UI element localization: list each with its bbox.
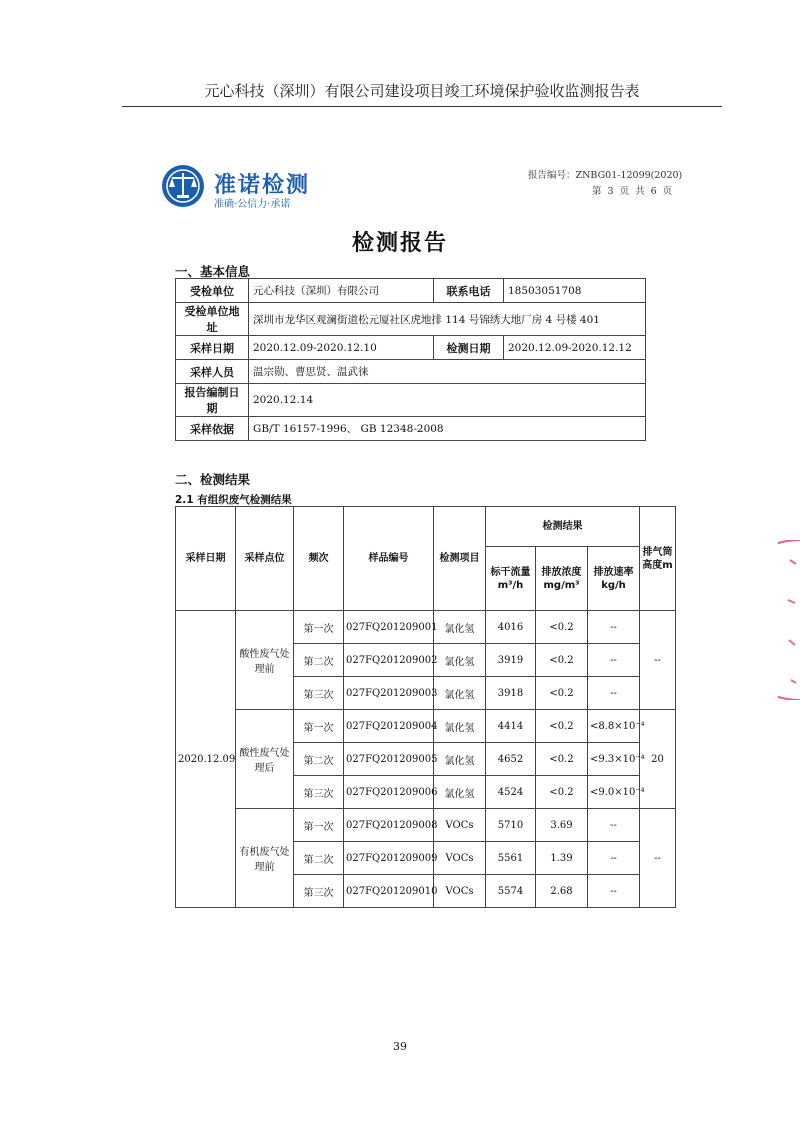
cell-freq: 第二次 bbox=[294, 743, 344, 776]
cell-freq: 第一次 bbox=[294, 611, 344, 644]
cell-sample: 027FQ201209002 bbox=[344, 644, 434, 677]
header-sampling-date: 采样日期 bbox=[176, 507, 236, 611]
section-results-title: 二、检测结果 bbox=[175, 472, 251, 487]
label-address: 受检单位地址 bbox=[176, 303, 249, 336]
red-seal-partial-icon bbox=[778, 540, 800, 700]
cell-item: 氯化氢 bbox=[434, 776, 486, 809]
header-flow: 标干流量m³/h bbox=[486, 547, 536, 611]
cell-sample: 027FQ201209004 bbox=[344, 710, 434, 743]
cell-item: 氯化氢 bbox=[434, 644, 486, 677]
cell-sampling-date: 2020.12.09 bbox=[176, 611, 236, 908]
company-logo-name: 准诺检测 bbox=[214, 173, 311, 198]
cell-flow: 5710 bbox=[486, 809, 536, 842]
cell-point-acid-after: 酸性废气处理后 bbox=[236, 710, 294, 809]
waste-gas-results-table bbox=[175, 506, 676, 908]
header-test-item: 检测项目 bbox=[434, 507, 486, 611]
value-address: 深圳市龙华区观澜街道松元厦社区虎地排 114 号锦绣大地厂房 4 号楼 401 bbox=[249, 303, 646, 336]
label-samplers: 采样人员 bbox=[176, 360, 249, 384]
cell-sample: 027FQ201209006 bbox=[344, 776, 434, 809]
cell-flow: 5561 bbox=[486, 842, 536, 875]
cell-item: VOCs bbox=[434, 809, 486, 842]
cell-rate: -- bbox=[588, 809, 640, 842]
cell-item: 氯化氢 bbox=[434, 677, 486, 710]
cell-freq: 第一次 bbox=[294, 710, 344, 743]
cell-conc: <0.2 bbox=[536, 776, 588, 809]
cell-sample: 027FQ201209010 bbox=[344, 875, 434, 908]
cell-rate: <8.8×10⁻⁴ bbox=[588, 710, 640, 743]
header-concentration: 排放浓度mg/m³ bbox=[536, 547, 588, 611]
cell-height-acid-after: 20 bbox=[640, 710, 676, 809]
cell-freq: 第三次 bbox=[294, 875, 344, 908]
header-test-results: 检测结果 bbox=[486, 507, 640, 547]
cell-conc: 3.69 bbox=[536, 809, 588, 842]
cell-sample: 027FQ201209008 bbox=[344, 809, 434, 842]
cell-conc: <0.2 bbox=[536, 710, 588, 743]
cell-sample: 027FQ201209005 bbox=[344, 743, 434, 776]
page-number: 39 bbox=[393, 1040, 407, 1053]
value-basis: GB/T 16157-1996、 GB 12348-2008 bbox=[249, 417, 646, 441]
value-inspected-unit: 元心科技（深圳）有限公司 bbox=[249, 279, 434, 303]
cell-item: 氯化氢 bbox=[434, 611, 486, 644]
cell-point-acid-before: 酸性废气处理前 bbox=[236, 611, 294, 710]
header-frequency: 频次 bbox=[294, 507, 344, 611]
cell-flow: 4016 bbox=[486, 611, 536, 644]
value-samplers: 温宗勋、曹思贤、温武徕 bbox=[249, 360, 646, 384]
cell-flow: 4652 bbox=[486, 743, 536, 776]
value-test-date: 2020.12.09-2020.12.12 bbox=[504, 336, 646, 360]
label-sampling-date: 采样日期 bbox=[176, 336, 249, 360]
cell-freq: 第一次 bbox=[294, 809, 344, 842]
basic-info-table bbox=[175, 278, 646, 441]
cell-freq: 第三次 bbox=[294, 677, 344, 710]
header-stack-height: 排气筒高度m bbox=[640, 507, 676, 611]
section-basic-info-title: 一、基本信息 bbox=[175, 264, 251, 279]
label-report-date: 报告编制日期 bbox=[176, 384, 249, 417]
cell-rate: <9.0×10⁻⁴ bbox=[588, 776, 640, 809]
header-sample-no: 样品编号 bbox=[344, 507, 434, 611]
results-subtitle: 2.1 有组织废气检测结果 bbox=[175, 494, 292, 506]
header-sampling-point: 采样点位 bbox=[236, 507, 294, 611]
header-rate: 排放速率kg/h bbox=[588, 547, 640, 611]
company-slogan: 准确·公信力·承诺 bbox=[214, 199, 291, 210]
cell-point-organic-before: 有机废气处理前 bbox=[236, 809, 294, 908]
cell-flow: 4414 bbox=[486, 710, 536, 743]
cell-item: 氯化氢 bbox=[434, 710, 486, 743]
cell-conc: 2.68 bbox=[536, 875, 588, 908]
cell-conc: <0.2 bbox=[536, 743, 588, 776]
cell-rate: -- bbox=[588, 842, 640, 875]
cell-conc: <0.2 bbox=[536, 611, 588, 644]
cell-item: VOCs bbox=[434, 875, 486, 908]
cell-freq: 第二次 bbox=[294, 644, 344, 677]
cell-rate: <9.3×10⁻⁴ bbox=[588, 743, 640, 776]
page-header-title: 元心科技（深圳）有限公司建设项目竣工环境保护验收监测报告表 bbox=[204, 82, 640, 100]
cell-flow: 3919 bbox=[486, 644, 536, 677]
label-test-date: 检测日期 bbox=[434, 336, 504, 360]
scale-logo-icon bbox=[160, 163, 206, 209]
page-indicator: 第 3 页 共 6 页 bbox=[592, 186, 673, 197]
cell-sample: 027FQ201209003 bbox=[344, 677, 434, 710]
value-phone: 18503051708 bbox=[504, 279, 646, 303]
value-report-date: 2020.12.14 bbox=[249, 384, 646, 417]
header-divider bbox=[122, 106, 722, 107]
cell-rate: -- bbox=[588, 875, 640, 908]
cell-flow: 4524 bbox=[486, 776, 536, 809]
cell-conc: 1.39 bbox=[536, 842, 588, 875]
cell-rate: -- bbox=[588, 644, 640, 677]
cell-sample: 027FQ201209001 bbox=[344, 611, 434, 644]
value-sampling-date: 2020.12.09-2020.12.10 bbox=[249, 336, 434, 360]
cell-conc: <0.2 bbox=[536, 677, 588, 710]
cell-freq: 第二次 bbox=[294, 842, 344, 875]
label-basis: 采样依据 bbox=[176, 417, 249, 441]
cell-conc: <0.2 bbox=[536, 644, 588, 677]
cell-height-organic-before: -- bbox=[640, 809, 676, 908]
cell-rate: -- bbox=[588, 611, 640, 644]
report-title: 检测报告 bbox=[351, 231, 448, 256]
cell-item: VOCs bbox=[434, 842, 486, 875]
cell-freq: 第三次 bbox=[294, 776, 344, 809]
cell-flow: 3918 bbox=[486, 677, 536, 710]
cell-rate: -- bbox=[588, 677, 640, 710]
cell-item: 氯化氢 bbox=[434, 743, 486, 776]
label-phone: 联系电话 bbox=[434, 279, 504, 303]
cell-sample: 027FQ201209009 bbox=[344, 842, 434, 875]
cell-height-acid-before: -- bbox=[640, 611, 676, 710]
label-inspected-unit: 受检单位 bbox=[176, 279, 249, 303]
report-number: 报告编号：ZNBG01-12099(2020) bbox=[528, 170, 683, 181]
cell-flow: 5574 bbox=[486, 875, 536, 908]
